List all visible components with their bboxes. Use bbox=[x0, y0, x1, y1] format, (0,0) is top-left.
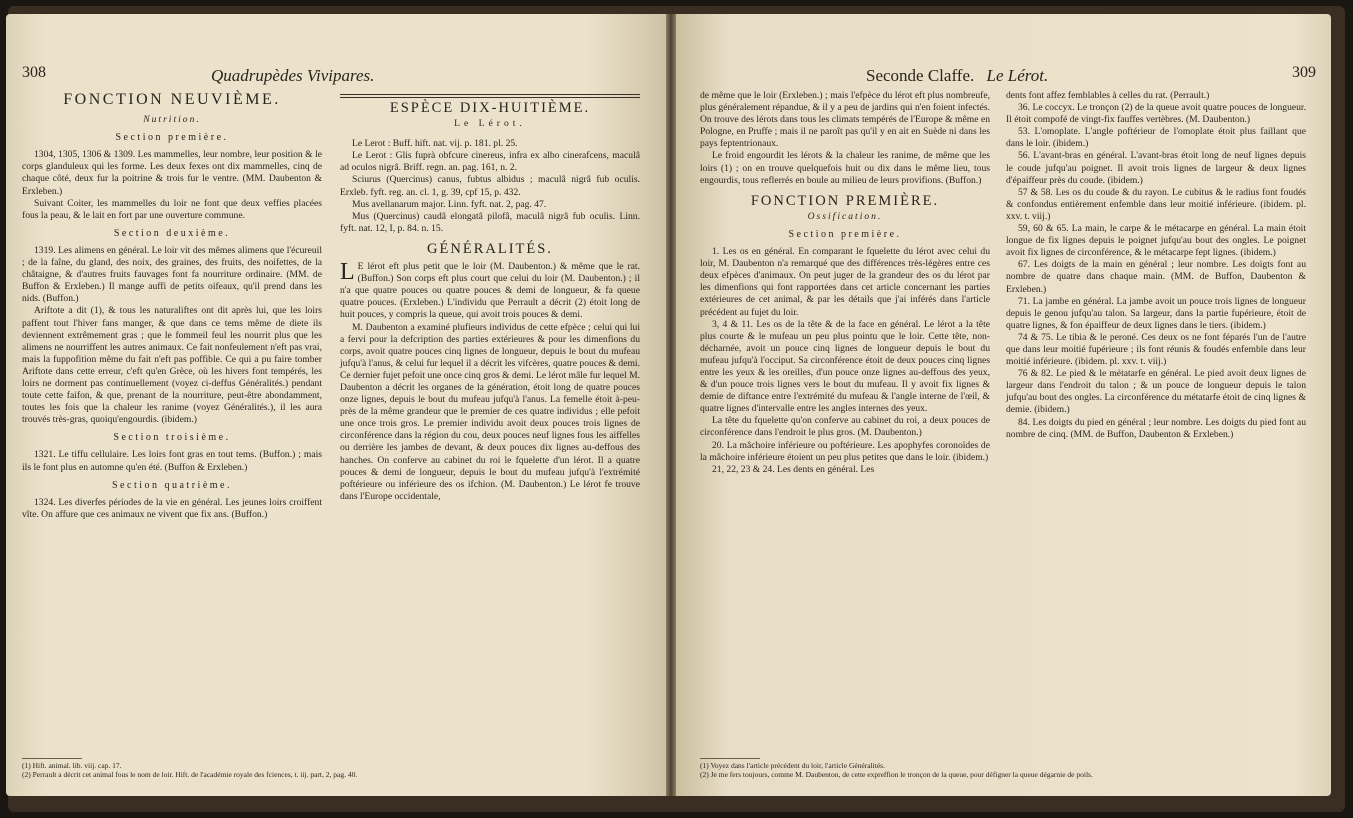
synonym: Mus avellanarum major. Linn. fyft. nat. 2, pag. 47. bbox=[352, 198, 547, 210]
right-column-1 bbox=[700, 90, 990, 476]
running-head-right: Seconde Claffe. Le Lérot. bbox=[866, 66, 1049, 85]
left-page bbox=[6, 14, 666, 796]
paragraph: 1319. Les alimens en général. Le loir vit des mêmes alimens que l'écureuil ; de la faîne, du gland, des noix, des graines, des fruits, des noifettes, de la châtaigne, & d'autres fruits fauvages font fa nourriture ordinaire. (MM. de Buffon & Erxleben.) Il mange auffi de petits oifeaux, qu'il prend dans les nids. (Buffon.) bbox=[22, 244, 322, 305]
book-gutter bbox=[666, 14, 676, 796]
section-heading: Section première. bbox=[788, 228, 902, 240]
ossification-heading: Ossification. bbox=[807, 210, 883, 222]
section-heading: Section deuxième. bbox=[113, 227, 231, 239]
paragraph: 36. Le coccyx. Le tronçon (2) de la queue avoit quatre pouces de longueur. Il étoit compofé de vingt-fix fauffes vertèbres. (M. Daubenton.) bbox=[1006, 102, 1306, 126]
espece-title: ESPÈCE DIX-HUITIÈME. bbox=[389, 100, 591, 116]
paragraph: 21, 22, 23 & 24. Les dents en général. Les bbox=[712, 463, 875, 475]
right-page bbox=[676, 14, 1331, 796]
paragraph: 20. La mâchoire inférieure ou poftérieure. Les apophyfes coronoïdes de la mâchoire inférieure étoient un peu plus petites que dans le loir. (ibidem.) bbox=[700, 439, 990, 463]
running-head-left: Quadrupèdes Vivipares. bbox=[211, 66, 375, 85]
species-name: Le Lérot. bbox=[454, 118, 526, 130]
paragraph: de même que le loir (Erxleben.) ; mais l'efpèce du lérot eft plus nombreufe, plus généralement répandue, & il y a peu de jardins qui n'en foient infectés. On trouve des lérots dans tous les climats tempérés de l'Europe & même en Pologne, en Pruffe ; mais il ne paroît pas qu'il y en ait en Suède ni dans les pays feptentrionaux. bbox=[700, 90, 990, 150]
footnote: (1) Hift. animal. lib. viij. cap. 17. bbox=[22, 761, 122, 770]
paragraph: Ariftote a dit (1), & tous les naturaliftes ont dit après lui, que les loirs paffent tout l'hiver fans manger, & que dans ce tems même de diete ils deviennent extrêmement gras ; que le fommeil feul les nourrit plus que les alimens ne nourriffent les autres animaux. Ce fait nonfeulement n'eft pas vrai, mais la fuppofition même du fait n'eft pas poffible. Ce qui a pu faire tomber Ariftote dans cette erreur, c'eft qu'en Grèce, où les hivers font tempérés, les loirs ne dorment pas continuellement (voyez ci-deffus Généralités.) pendant toute cette faifon, & que, prenant de la nourriture, peut-être abondamment, toutes les fois que la chaleur les ranime (voyez Généralités.), il les aura trouvés très-gras, quoiqu'engourdis. (ibidem.) bbox=[22, 305, 322, 426]
fonction-title: FONCTION PREMIÈRE. bbox=[750, 192, 940, 209]
paragraph: M. Daubenton a examiné plufieurs individus de cette efpèce ; celui qui lui a fervi pour la defcription des parties extérieures & pour les dimenfions du corps, avoit quatre pouces cinq lignes de longueur, depuis le bout du mufeau jufqu'à l'anus, & celui fur lequel il a décrit les vifcères, quatre pouces & demi. Ce dernier fujet pefoit une once cinq gros & demi. Le lérot mâle fur lequel M. Daubenton a décrit les organes de la génération, étoit long de quatre pouces onze lignes, depuis le bout du mufeau jufqu'à l'anus. La femelle étoit à-peu-près de la même grandeur que le premier de ces quatre individus ; elle pefoit une once trois gros. Le premier individu avoit deux pouces trois lignes de circonférence dans la région du cou, deux pouces neuf lignes fous les aiffelles ou derrière les jambes de devant, & deux pouces dix lignes au-deffous des hanches. On conferve au cabinet du roi le fquelette d'un lérot. Il a quatre pouces & demi de longueur, depuis le bout du mufeau jufqu'à l'extrémité poftérieure ou inférieure des os ifchion. (M. Daubenton.) Le lérot fe trouve dans l'Europe occidentale, bbox=[340, 321, 640, 502]
synonym: Le Lerot : Buff. hift. nat. vij. p. 181. pl. 25. bbox=[352, 138, 518, 150]
paragraph: 84. Les doigts du pied en général ; leur nombre. Les doigts du pied font au nombre de cinq. (MM. de Buffon, Daubenton & Erxleben.) bbox=[1006, 416, 1306, 440]
left-column-1 bbox=[22, 90, 322, 521]
section-heading: Section première. bbox=[115, 132, 229, 144]
footnotes-right bbox=[700, 758, 1306, 779]
paragraph: dents font affez femblables à celles du rat. (Perrault.) bbox=[1006, 90, 1210, 101]
generalites-heading: GÉNÉRALITÉS. bbox=[427, 240, 553, 257]
fonction-title: FONCTION NEUVIÈME. bbox=[63, 91, 281, 108]
paragraph: 59, 60 & 65. La main, le carpe & le métacarpe en général. La main étoit longue de fix lignes depuis le poignet jufqu'au bout des ongles. Le poignet avoit fix lignes de circonférence, & le métacarpe fept lignes. (ibidem.) bbox=[1006, 223, 1306, 259]
footnote: (2) Je me fers toujours, comme M. Daubenton, de cette expreffion le tronçon de la queue, pour défigner la queue dégarnie de poils. bbox=[700, 770, 1093, 779]
paragraph: Le froid engourdit les lérots & la chaleur les ranime, de même que les loirs (1) ; on en trouve quelquefois huit ou dix dans le même lieu, tous engourdis, tous reflerrés en boule au milieu de leurs provifions. (Buffon.) bbox=[700, 150, 990, 186]
paragraph: 1321. Le tiffu cellulaire. Les loirs font gras en tout tems. (Buffon.) ; mais ils le font plus en automne qu'en été. (Buffon & Erxleben.) bbox=[22, 449, 322, 473]
page-number-right: 309 bbox=[1292, 64, 1316, 81]
paragraph: 67. Les doigts de la main en général ; leur nombre. Les doigts font au nombre de quatre dans chaque main. (MM. de Buffon, Daubenton & Erxleben.) bbox=[1006, 259, 1306, 295]
divider bbox=[340, 94, 640, 98]
paragraph: 57 & 58. Les os du coude & du rayon. Le cubitus & le radius font foudés & confondus entièrement enfemble dans leur moitié inférieure. (ibidem. pl. xxv. t. viij.) bbox=[1006, 186, 1306, 222]
synonym: Mus (Quercinus) caudâ elongatâ pilofâ, maculâ nigrâ fub oculis. Linn. fyft. nat. 12, I, p. 84. n. 15. bbox=[340, 210, 640, 234]
paragraph: 1304, 1305, 1306 & 1309. Les mammelles, leur nombre, leur position & le corps glanduleux qui les forme. Les deux fexes ont dix mammelles, cinq de chaque côté, deux fur la poitrine & trois fur le ventre. (MM. Daubenton & Erxleben.) bbox=[22, 149, 322, 197]
paragraph: 53. L'omoplate. L'angle poftérieur de l'omoplate étoit plus faillant que dans le loir. (ibidem.) bbox=[1006, 126, 1306, 150]
paragraph: Suivant Coiter, les mammelles du loir ne font que deux veffies placées fous la peau, & le lait en fort par une ouverture commune. bbox=[22, 197, 322, 221]
drop-cap: L bbox=[340, 259, 355, 286]
right-column-2 bbox=[1006, 90, 1306, 441]
paragraph: 71. La jambe en général. La jambe avoit un pouce trois lignes de longueur depuis le genou jufqu'au talon. Sa largeur, dans la partie fupérieure, étoit de quatre lignes, & fon épaiffeur de deux lignes dans le tiers. (ibidem.) bbox=[1006, 295, 1306, 331]
paragraph: 74 & 75. Le tibia & le peroné. Ces deux os ne font féparés l'un de l'autre que dans leur moitié fupérieure ; ils font réunis & foudés enfemble dans leur moitié inférieure. (ibidem. pl. xxv. t. viij.) bbox=[1006, 331, 1306, 368]
footnote: (1) Voyez dans l'article précédent du loir, l'article Généralités. bbox=[700, 761, 885, 770]
page-number-left: 308 bbox=[22, 64, 46, 81]
paragraph: 1324. Les diverfes périodes de la vie en général. Les jeunes loirs croiffent vîte. On affure que ces animaux ne vivent que fix ans. (Buffon.) bbox=[22, 496, 322, 520]
paragraph: 76 & 82. Le pied & le métatarfe en général. Le pied avoit deux lignes de largeur dans l'endroit du talon ; & un pouce de longueur depuis le talon jufqu'au bout des ongles. La circonférence du métatarfe étoit de cinq lignes & demie. (ibidem.) bbox=[1006, 368, 1306, 416]
paragraph: 3, 4 & 11. Les os de la tête & de la face en général. Le lérot a la tête plus courte & le mufeau un peu plus pointu que le loir. Cette tête, non-décharnée, avoit un pouce cinq lignes de longueur depuis le bout du mufeau jufqu'à l'occiput. Sa circonférence étoit de deux pouces cinq lignes entre les yeux & les oreilles, d'un pouce onze lignes au-deffous des yeux, & d'un pouce trois lignes vers le bout du mufeau. Il y avoit fix lignes & demie de diftance entre l'extrémité du mufeau & l'angle interne de l'œil, & quatre lignes d'intervalle entre les angles internes des yeux. bbox=[700, 318, 990, 415]
section-heading: Section quatrième. bbox=[112, 479, 232, 491]
footnote: (2) Perrault a décrit cet animal fous le nom de loir. Hift. de l'académie royale des fciences, t. iij. part, 2, pag. 40. bbox=[22, 770, 358, 779]
synonym: Le Lerot : Glis fuprà obfcure cinereus, infra ex albo cinerafcens, maculâ ad oculos nigrâ. Briff. regn. an. pag. 161, n. 2. bbox=[340, 150, 640, 174]
nutrition-heading: Nutrition. bbox=[143, 114, 201, 126]
paragraph: 56. L'avant-bras en général. L'avant-bras étoit long de neuf lignes depuis le coude jufqu'au poignet. Il avoit trois lignes de largeur & deux lignes d'épaiffeur près du coude. (ibidem.) bbox=[1006, 150, 1306, 186]
paragraph: 1. Les os en général. En comparant le fquelette du lérot avec celui du loir, M. Daubenton n'a remarqué que des différences très-légères entre ces deux efpèces d'animaux. On peut juger de la grandeur des os du lérot par les dimenfions qui font rapportées dans cet article concernant les parties extérieures de cet animal, & par les détails que j'ai inférés dans l'article précédent au fujet du loir. bbox=[700, 246, 990, 318]
left-column-2 bbox=[340, 90, 640, 503]
footnotes-left bbox=[22, 758, 642, 779]
paragraph: L E lérot eft plus petit que le loir (M. Daubenton.) & même que le rat. (Buffon.) Son corps eft plus court que celui du loir (M. Daubenton.) ; il n'a que quatre pouces ou quatre pouces & demi de longueur, & fa queue quatre pouces. (Erxleben.) L'individu que Perrault a décrit (2) étoit long de huit pouces, y compris la queue, qui avoit trois pouces & demi. bbox=[340, 259, 640, 321]
paragraph: La tête du fquelette qu'on conferve au cabinet du roi, a deux pouces de circonférence dans l'endroit le plus gros. (M. Daubenton.) bbox=[700, 415, 990, 439]
synonym: Sciurus (Quercinus) canus, fubtus albidus ; maculâ nigrâ fub oculis. Erxleb. fyft. reg. an. cl. 1, g. 39, cpf 15, p. 432. bbox=[340, 174, 640, 198]
section-heading: Section troisième. bbox=[113, 432, 231, 444]
